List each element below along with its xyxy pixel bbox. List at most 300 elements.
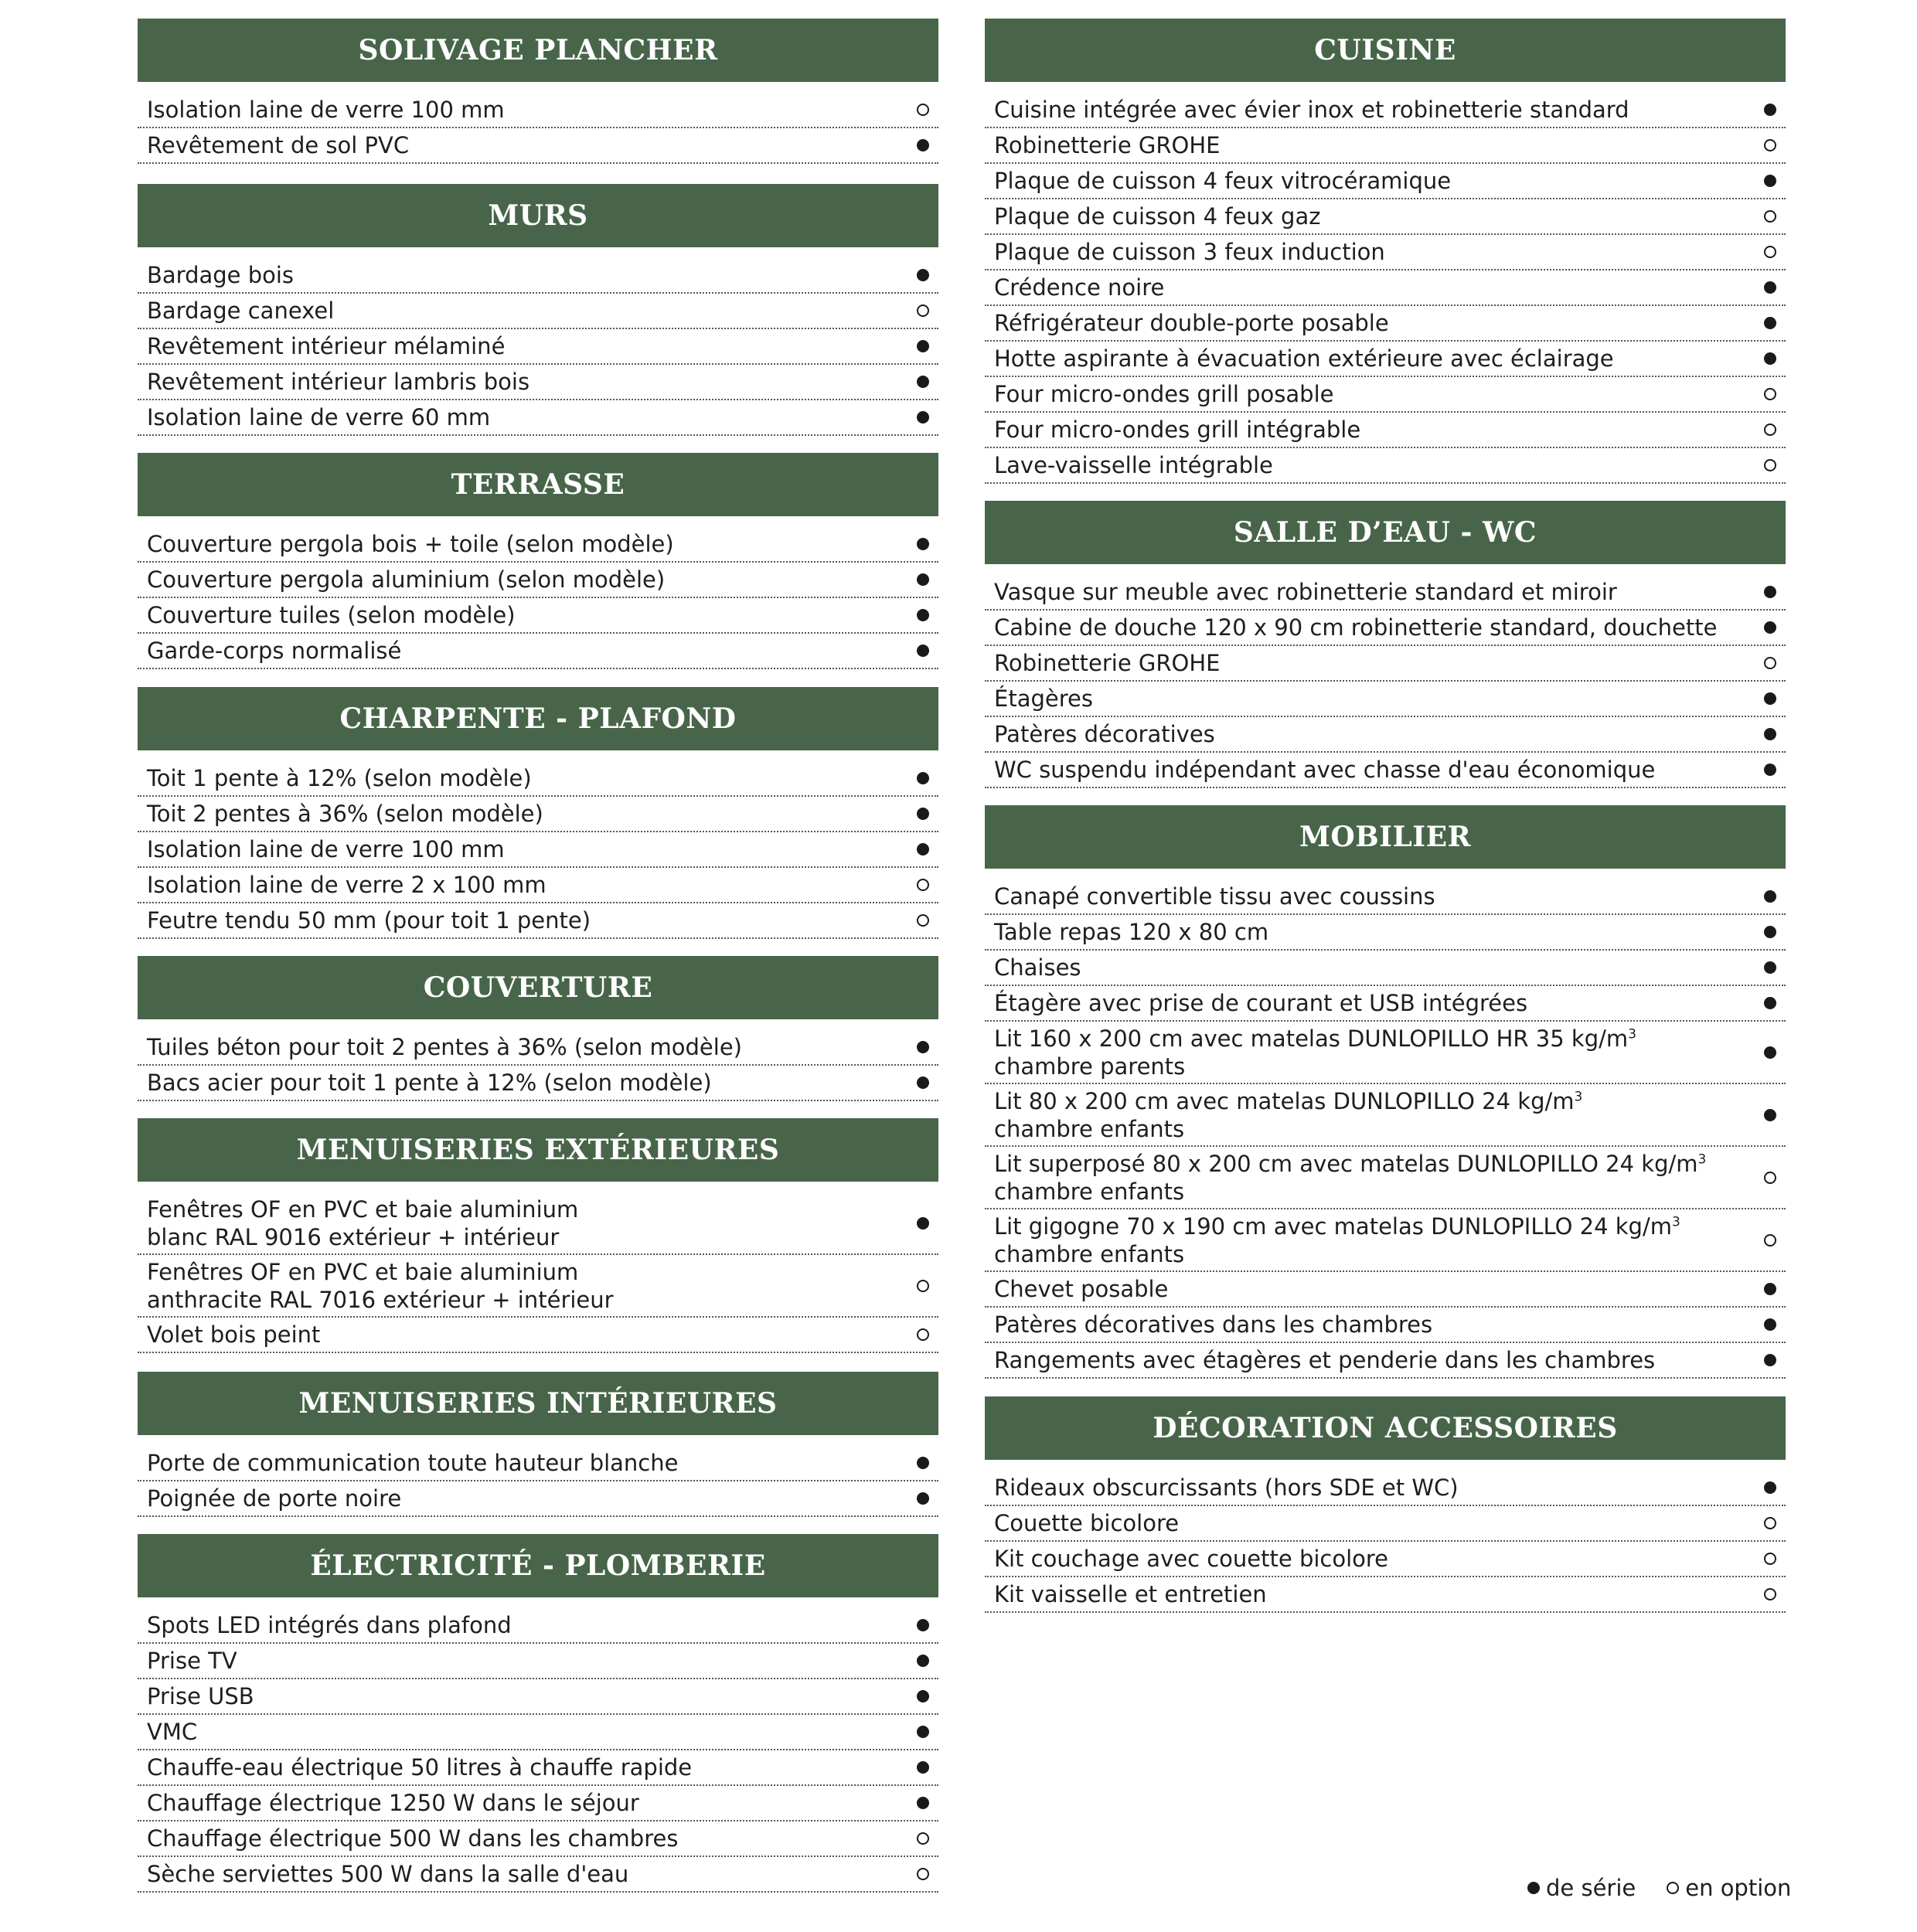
item-label: [994, 756, 1655, 784]
item-label: [994, 1545, 1388, 1573]
item-text: [994, 720, 1215, 748]
item-text: [147, 1753, 692, 1781]
item-text: [994, 345, 1614, 372]
list-item: [985, 1084, 1786, 1147]
item-text: [994, 649, 1220, 677]
item-list: [138, 1192, 938, 1353]
list-item: [138, 258, 938, 294]
item-text-second-line: blanc RAL 9016 extérieur + intérieur: [147, 1223, 560, 1250]
item-label: [994, 1346, 1655, 1374]
item-text: [994, 309, 1389, 337]
item-label: [994, 1087, 1582, 1143]
list-item: [138, 1644, 938, 1679]
list-item: [985, 1471, 1786, 1506]
item-text: [994, 380, 1334, 408]
standard-dot-icon: [1764, 1354, 1776, 1366]
list-item: [138, 1821, 938, 1857]
item-text: [147, 906, 591, 934]
list-item: [985, 1272, 1786, 1308]
item-label: [147, 1321, 320, 1349]
section-charpente-plafond: [138, 687, 938, 939]
option-circle-icon: [1764, 1588, 1776, 1600]
standard-dot-icon: [1764, 586, 1776, 598]
item-label: [147, 1611, 512, 1639]
list-item: [138, 1446, 938, 1481]
option-circle-icon: [917, 1868, 929, 1880]
item-text-main: Sèche serviettes 500 W dans la salle d'eau: [147, 1861, 629, 1887]
item-text-main: Four micro-ondes grill posable: [994, 381, 1334, 407]
item-label: [994, 345, 1614, 372]
item-text-main: Porte de communication toute hauteur blanche: [147, 1450, 679, 1476]
item-text: [147, 530, 674, 558]
item-label: [147, 1682, 254, 1710]
item-label: [994, 1311, 1432, 1338]
standard-dot-icon: [917, 1041, 929, 1053]
standard-dot-icon: [917, 645, 929, 657]
item-list: [138, 761, 938, 939]
list-item: [138, 1192, 938, 1255]
item-label: [147, 131, 409, 159]
item-text: [994, 1213, 1680, 1240]
item-text: [994, 416, 1360, 444]
standard-dot-icon: [917, 1217, 929, 1230]
list-item: [138, 128, 938, 164]
standard-dot-icon: [1764, 1318, 1776, 1331]
standard-dot-icon: [917, 1655, 929, 1667]
item-label: [994, 131, 1220, 159]
item-label: [994, 954, 1081, 981]
option-circle-icon: [1764, 210, 1776, 223]
item-text-main: Feutre tendu 50 mm (pour toit 1 pente): [147, 907, 591, 934]
item-label: [147, 1485, 401, 1512]
item-text-main: Couverture pergola bois + toile (selon modèle): [147, 531, 674, 557]
item-text: [994, 1545, 1388, 1573]
item-label: [147, 1753, 692, 1781]
standard-dot-icon: [917, 376, 929, 388]
standard-dot-icon: [917, 1761, 929, 1774]
standard-dot-icon: [917, 1726, 929, 1738]
item-label: [994, 309, 1389, 337]
option-circle-icon: [1764, 423, 1776, 436]
list-item: [985, 753, 1786, 788]
item-text-main: Revêtement de sol PVC: [147, 132, 410, 158]
item-label: [994, 167, 1451, 195]
list-item: [985, 448, 1786, 484]
list-item: [985, 342, 1786, 377]
list-item: [985, 1308, 1786, 1343]
item-text-main: Vasque sur meuble avec robinetterie standard et miroir: [994, 579, 1617, 605]
option-circle-icon: [1764, 1553, 1776, 1565]
list-item: [985, 306, 1786, 342]
item-label: [994, 720, 1215, 748]
item-text: [994, 238, 1385, 266]
item-text: [147, 1611, 512, 1639]
list-item: [138, 1318, 938, 1353]
standard-dot-icon: [1764, 1283, 1776, 1295]
item-text: [147, 332, 505, 360]
option-circle-icon: [917, 104, 929, 116]
list-item: [138, 1608, 938, 1644]
item-label: [994, 883, 1435, 910]
item-text-main: Plaque de cuisson 4 feux vitrocéramique: [994, 168, 1452, 194]
item-list: [985, 1471, 1786, 1613]
item-text-main: Lave-vaisselle intégrable: [994, 452, 1273, 478]
standard-dot-icon: [917, 573, 929, 586]
superscript: 3: [1671, 1213, 1680, 1230]
item-text-main: Robinetterie GROHE: [994, 132, 1221, 158]
item-label: [147, 1258, 614, 1314]
item-label: [147, 297, 334, 325]
section-title: MOBILIER: [985, 805, 1786, 869]
item-text: [994, 1025, 1636, 1053]
option-circle-icon: [1764, 246, 1776, 258]
list-item: [138, 1255, 938, 1318]
standard-dot-icon: [917, 411, 929, 423]
option-circle-icon: [917, 879, 929, 891]
standard-dot-icon: [1764, 764, 1776, 776]
item-label: [147, 1825, 678, 1852]
section-salle-d-eau-wc: [985, 501, 1786, 788]
item-text-main: Bardage canexel: [147, 298, 335, 324]
item-label: [147, 261, 294, 289]
item-label: [147, 1196, 578, 1251]
filled-dot-icon: [1527, 1882, 1540, 1894]
item-list: [985, 575, 1786, 788]
item-label: [994, 380, 1334, 408]
item-text: [147, 1485, 401, 1512]
item-text: [147, 297, 334, 325]
item-text: [147, 601, 516, 629]
item-label: [147, 601, 516, 629]
list-item: [138, 365, 938, 400]
item-text-main: Chauffage électrique 500 W dans les chambres: [147, 1825, 679, 1852]
item-text-main: Revêtement intérieur lambris bois: [147, 369, 530, 395]
item-label: [994, 451, 1273, 479]
superscript: 3: [1697, 1151, 1707, 1167]
section-menuiseries-interieures: [138, 1372, 938, 1517]
list-item: [138, 1715, 938, 1750]
item-text-main: Isolation laine de verre 100 mm: [147, 97, 505, 123]
list-item: [985, 164, 1786, 199]
list-item: [138, 598, 938, 634]
item-text: [147, 403, 490, 431]
item-label: [147, 530, 674, 558]
section-murs: [138, 184, 938, 436]
item-label: [147, 1647, 237, 1675]
item-label: [994, 578, 1617, 606]
superscript: 3: [1628, 1026, 1636, 1042]
item-label: [147, 637, 401, 665]
item-text: [994, 685, 1093, 713]
list-item: [138, 1066, 938, 1101]
section-title: ÉLECTRICITÉ - PLOMBERIE: [138, 1534, 938, 1597]
standard-dot-icon: [1764, 926, 1776, 938]
standard-dot-icon: [917, 1492, 929, 1505]
list-item: [985, 128, 1786, 164]
item-text: [147, 1647, 237, 1675]
standard-dot-icon: [917, 808, 929, 820]
item-text: [147, 96, 505, 124]
list-item: [138, 1030, 938, 1066]
item-text: [994, 1474, 1459, 1502]
standard-dot-icon: [1764, 728, 1776, 740]
item-text-main: Rangements avec étagères et penderie dans les chambres: [994, 1347, 1656, 1373]
open-dot-icon: [1667, 1882, 1679, 1894]
item-text-main: Kit couchage avec couette bicolore: [994, 1546, 1389, 1572]
section-title: TERRASSE: [138, 453, 938, 516]
item-text-main: Prise TV: [147, 1648, 237, 1674]
item-label: [147, 403, 490, 431]
item-text-main: Volet bois peint: [147, 1321, 321, 1348]
list-item: [138, 868, 938, 903]
item-label: [994, 614, 1717, 641]
option-circle-icon: [1764, 139, 1776, 151]
item-text: [147, 1196, 578, 1223]
section-title: MURS: [138, 184, 938, 247]
list-item: [985, 879, 1786, 915]
standard-dot-icon: [1764, 692, 1776, 705]
item-text: [994, 131, 1220, 159]
item-text-main: Chevet posable: [994, 1276, 1169, 1302]
section-title: MENUISERIES INTÉRIEURES: [138, 1372, 938, 1435]
list-item: [138, 563, 938, 598]
item-label: [994, 1275, 1168, 1303]
item-text-main: Rideaux obscurcissants (hors SDE et WC): [994, 1475, 1459, 1501]
standard-dot-icon: [1764, 997, 1776, 1009]
standard-dot-icon: [917, 1797, 929, 1809]
item-text: [994, 756, 1655, 784]
item-text-second-line: anthracite RAL 7016 extérieur + intérieur: [147, 1286, 614, 1313]
item-text-main: Patères décoratives: [994, 721, 1215, 747]
standard-dot-icon: [1764, 621, 1776, 634]
item-text-main: Tuiles béton pour toit 2 pentes à 36% (selon modèle): [147, 1034, 742, 1060]
standard-dot-icon: [917, 1077, 929, 1089]
item-text: [147, 1321, 320, 1349]
item-text: [994, 167, 1451, 195]
list-item: [985, 986, 1786, 1022]
item-label: [994, 1580, 1267, 1608]
item-text: [994, 883, 1435, 910]
item-label: [994, 649, 1220, 677]
list-item: [985, 575, 1786, 611]
item-text-main: Isolation laine de verre 100 mm: [147, 836, 505, 862]
item-label: [147, 1860, 628, 1888]
list-item: [985, 1022, 1786, 1084]
section-mobilier: [985, 805, 1786, 1379]
section-title: SOLIVAGE PLANCHER: [138, 19, 938, 82]
section-title: COUVERTURE: [138, 956, 938, 1019]
standard-dot-icon: [917, 609, 929, 621]
list-item: [985, 611, 1786, 646]
list-item: [138, 903, 938, 939]
item-text-main: Revêtement intérieur mélaminé: [147, 333, 506, 359]
section-title: SALLE D’EAU - WC: [985, 501, 1786, 564]
item-label: [147, 1718, 197, 1746]
item-text: [994, 989, 1527, 1017]
item-text-main: Four micro-ondes grill intégrable: [994, 417, 1361, 443]
item-text: [994, 1580, 1267, 1608]
item-text: [994, 1087, 1582, 1115]
item-label: [994, 202, 1320, 230]
standard-dot-icon: [1764, 961, 1776, 974]
item-text-main: Couette bicolore: [994, 1510, 1180, 1536]
item-text-main: Couverture tuiles (selon modèle): [147, 602, 516, 628]
standard-dot-icon: [917, 1690, 929, 1702]
item-text: [994, 451, 1273, 479]
list-item: [985, 717, 1786, 753]
item-text: [147, 835, 505, 863]
item-text: [147, 368, 529, 396]
item-text-main: Fenêtres OF en PVC et baie aluminium: [147, 1196, 579, 1223]
item-label: [147, 1033, 742, 1061]
item-label: [994, 238, 1385, 266]
item-label: [147, 96, 505, 124]
item-text: [994, 918, 1268, 946]
item-text-main: Patères décoratives dans les chambres: [994, 1311, 1433, 1338]
item-text-main: Fenêtres OF en PVC et baie aluminium: [147, 1258, 579, 1285]
item-label: [147, 835, 505, 863]
item-text: [147, 800, 543, 828]
item-list: [985, 879, 1786, 1379]
standard-dot-icon: [917, 139, 929, 151]
item-label: [994, 416, 1360, 444]
option-circle-icon: [1764, 657, 1776, 669]
item-text: [147, 131, 409, 159]
section-menuiseries-exterieures: [138, 1118, 938, 1353]
standard-dot-icon: [917, 340, 929, 352]
item-text-main: Robinetterie GROHE: [994, 650, 1221, 676]
item-text: [147, 1682, 254, 1710]
item-text: [994, 274, 1164, 301]
item-text: [994, 954, 1081, 981]
item-text-main: Table repas 120 x 80 cm: [994, 919, 1269, 945]
item-label: [994, 1150, 1706, 1206]
item-text: [994, 578, 1617, 606]
item-text-main: Plaque de cuisson 4 feux gaz: [994, 203, 1321, 230]
item-text: [147, 1718, 197, 1746]
item-text-second-line: chambre parents: [994, 1053, 1186, 1080]
standard-dot-icon: [917, 772, 929, 784]
item-text-main: Toit 1 pente à 12% (selon modèle): [147, 765, 532, 791]
item-text-main: Chauffage électrique 1250 W dans le séjour: [147, 1790, 639, 1816]
section-couverture: [138, 956, 938, 1101]
legend: [1527, 1875, 1791, 1901]
option-circle-icon: [1764, 1517, 1776, 1529]
item-text-main: Lit 160 x 200 cm avec matelas DUNLOPILLO HR 35 kg/m: [994, 1025, 1629, 1052]
item-text: [147, 637, 401, 665]
standard-dot-icon: [917, 1619, 929, 1631]
item-text: [147, 1258, 614, 1286]
item-text-second-line: chambre enfants: [994, 1240, 1185, 1267]
standard-dot-icon: [1764, 890, 1776, 903]
item-text-main: Poignée de porte noire: [147, 1485, 402, 1512]
item-text-main: Hotte aspirante à évacuation extérieure avec éclairage: [994, 345, 1614, 372]
item-text-main: Plaque de cuisson 3 feux induction: [994, 239, 1385, 265]
section-cuisine: [985, 19, 1786, 484]
standard-dot-icon: [1764, 1046, 1776, 1059]
item-list: [138, 1608, 938, 1893]
list-item: [138, 400, 938, 436]
item-list: [138, 93, 938, 164]
item-label: [994, 1509, 1179, 1537]
item-text-main: Prise USB: [147, 1683, 254, 1709]
list-item: [985, 915, 1786, 951]
list-item: [985, 682, 1786, 717]
item-text: [147, 1789, 639, 1817]
item-list: [138, 1446, 938, 1517]
list-item: [985, 1506, 1786, 1542]
list-item: [138, 634, 938, 669]
item-label: [994, 1025, 1636, 1080]
item-list: [985, 93, 1786, 484]
item-text: [147, 1860, 628, 1888]
item-text-second-line: chambre enfants: [994, 1178, 1185, 1205]
list-item: [138, 797, 938, 832]
list-item: [985, 235, 1786, 270]
item-text-main: Lit 80 x 200 cm avec matelas DUNLOPILLO 24 kg/m: [994, 1087, 1575, 1114]
item-text-main: Couverture pergola aluminium (selon modèle): [147, 566, 666, 593]
item-label: [147, 871, 546, 899]
list-item: [985, 199, 1786, 235]
standard-dot-icon: [917, 1457, 929, 1469]
item-text: [147, 1825, 678, 1852]
standard-dot-icon: [1764, 317, 1776, 329]
legend-option-label: en option: [1685, 1875, 1792, 1901]
list-item: [985, 1209, 1786, 1272]
item-text-main: Cabine de douche 120 x 90 cm robinetterie standard, douchette: [994, 614, 1718, 641]
list-item: [138, 1679, 938, 1715]
item-text: [994, 1275, 1168, 1303]
section-terrasse: [138, 453, 938, 669]
item-label: [994, 685, 1093, 713]
list-item: [985, 413, 1786, 448]
list-item: [138, 527, 938, 563]
item-text: [147, 566, 665, 594]
list-item: [985, 646, 1786, 682]
option-circle-icon: [917, 914, 929, 927]
list-item: [985, 1542, 1786, 1577]
list-item: [138, 329, 938, 365]
superscript: 3: [1574, 1088, 1583, 1104]
section-title: CHARPENTE - PLAFOND: [138, 687, 938, 750]
section-title: DÉCORATION ACCESSOIRES: [985, 1396, 1786, 1460]
list-item: [985, 1147, 1786, 1209]
item-text-main: Lit superposé 80 x 200 cm avec matelas DUNLOPILLO 24 kg/m: [994, 1150, 1698, 1177]
item-text-main: Cuisine intégrée avec évier inox et robinetterie standard: [994, 97, 1629, 123]
item-text-main: Bacs acier pour toit 1 pente à 12% (selon modèle): [147, 1070, 712, 1096]
legend-serie-label: de série: [1546, 1875, 1636, 1901]
item-text: [147, 1449, 678, 1477]
option-circle-icon: [917, 1832, 929, 1845]
list-item: [985, 270, 1786, 306]
item-label: [147, 1069, 712, 1097]
list-item: [985, 1577, 1786, 1613]
item-label: [147, 368, 529, 396]
item-label: [994, 96, 1629, 124]
list-item: [985, 93, 1786, 128]
item-label: [994, 1474, 1459, 1502]
item-label: [147, 906, 591, 934]
item-label: [994, 1213, 1680, 1268]
list-item: [985, 951, 1786, 986]
option-circle-icon: [1764, 459, 1776, 471]
item-text-main: Étagère avec prise de courant et USB intégrées: [994, 990, 1528, 1016]
item-text: [994, 614, 1717, 641]
standard-dot-icon: [917, 843, 929, 855]
item-text-main: Chaises: [994, 954, 1081, 981]
item-text: [147, 261, 294, 289]
option-circle-icon: [1764, 388, 1776, 400]
